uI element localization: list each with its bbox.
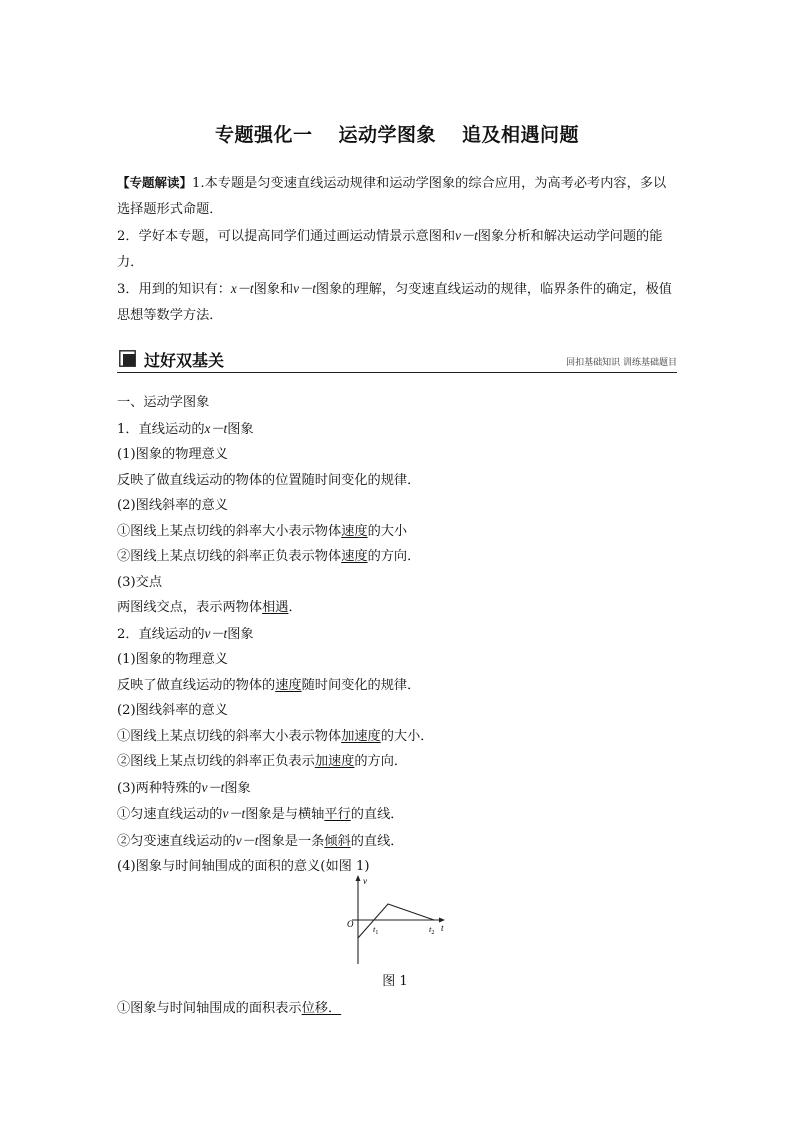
intro-paragraph-2: 2．学好本专题，可以提高同学们通过画运动情景示意图和v－t图象分析和解决运动学问题的能力． bbox=[117, 228, 663, 270]
t-axis-label: t bbox=[441, 923, 444, 933]
section-header bbox=[117, 346, 677, 373]
t2-label: $t_2$ bbox=[429, 924, 435, 936]
section-title: 过好双基关 bbox=[144, 351, 225, 370]
t-axis-arrow bbox=[439, 918, 445, 923]
title-part-3: 追及相遇问题 bbox=[462, 124, 580, 146]
section-body: 一、运动学图象 1．直线运动的x－t图象 (1)图象的物理意义 反映了做直线运动的物体的位置随时间变化的规律． (2)图线斜率的意义 ①图线上某点切线的斜率大小表示物体速度的大小 ②图线上某点切线的斜率正负表示物体速度的方向． (3)交点 两图线交点，表示两物体相遇． 2．直线运动的v－t图象 (1)图象的物理意义 反映了做直线运动的物体的速度随时间变化的规律． (2)图线斜率的意义 ①图线上某点切线的斜率大小表示物体加速度的大小． ②图线上某点切线的斜率正负表示加速度的方向． (3)两种特殊的v－t图象 ①匀速直线运动的v－t图象是与横轴平行的直线． ②匀变速直线运动的v－t图象是一条倾斜的直线． (4)图象与时间轴围成的面积的意义(如图 1) bbox=[117, 390, 677, 880]
v-axis-arrow bbox=[356, 875, 361, 881]
last-line: ①图象与时间轴围成的面积表示位移． bbox=[117, 1001, 342, 1016]
vt-line bbox=[358, 904, 434, 938]
figure-1-vt-graph bbox=[340, 872, 450, 967]
v-axis-label: v bbox=[363, 876, 367, 886]
title-part-1: 专题强化一 bbox=[214, 124, 313, 146]
heading-1: 一、运动学图象 bbox=[117, 395, 210, 410]
intro-paragraph-1: 【专题解读】1.本专题是匀变速直线运动规律和运动学图象的综合应用，为高考必考内容，多以选择题形式命题． bbox=[117, 175, 667, 217]
intro-label: 【专题解读】 bbox=[117, 175, 193, 190]
title-part-2: 运动学图象 bbox=[338, 124, 436, 146]
t1-label: $t_1$ bbox=[373, 924, 379, 936]
subheading-v-t: 2．直线运动的v－t图象 bbox=[117, 625, 254, 642]
page-title bbox=[0, 120, 794, 147]
origin-label: O bbox=[347, 919, 354, 929]
figure-caption: 图 1 bbox=[382, 974, 408, 989]
section-subtitle: 回扣基础知识 训练基础题目 bbox=[566, 358, 677, 368]
intro-paragraph-3: 3．用到的知识有：x－t图象和v－t图象的理解，匀变速直线运动的规律，临界条件的确定，极值思想等数学方法． bbox=[117, 281, 672, 323]
topic-intro bbox=[117, 170, 677, 329]
subheading-x-t: 1．直线运动的x－t图象 bbox=[117, 420, 254, 437]
section-square-icon bbox=[119, 350, 136, 367]
